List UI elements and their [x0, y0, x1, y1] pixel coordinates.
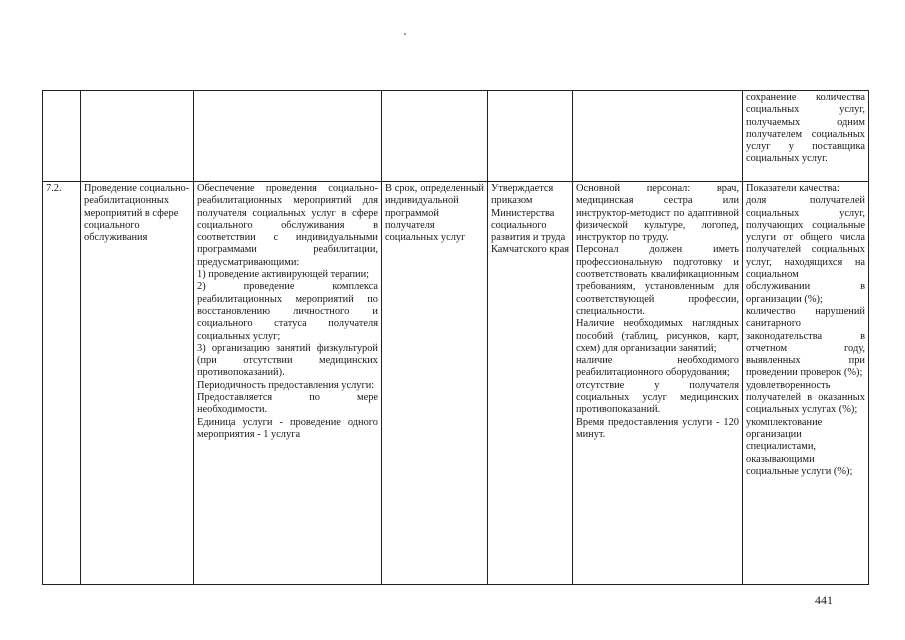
indicators-paragraph: удовлетворенность получателей в оказанных социальных услугах (%); — [746, 379, 865, 416]
description-paragraph: 3) организацию занятий физкультурой (при отсутствии медицинских противопоказаний). — [197, 342, 378, 379]
scan-artifact — [404, 33, 406, 35]
indicators-paragraph: Показатели качества: — [746, 183, 840, 194]
services-table — [42, 90, 869, 585]
conditions-paragraph: наличие необходимого реабилитационного оборудования; — [576, 355, 739, 379]
table-row — [43, 182, 869, 585]
cell-cost: Утверждается приказом Министерства социального развития и труда Камчатского края — [488, 182, 573, 585]
description-paragraph: Предоставляется по мере необходимости. — [197, 392, 378, 416]
conditions-paragraph: Время предоставления услуги - 120 минут. — [576, 416, 739, 440]
indicators-paragraph: доля получателей социальных услуг, получающих социальные услуги от общего числа получателей социальных услуг, находящихся на социальном обслуживании в организации (%); — [746, 195, 865, 305]
table-row — [43, 91, 869, 182]
conditions-paragraph: Наличие необходимых наглядных пособий (таблиц, рисунков, карт, схем) для организации занятий; — [576, 318, 739, 354]
cell-number: 7.2. — [43, 182, 81, 585]
cell-empty — [43, 91, 81, 182]
description-paragraph: 2) проведение комплекса реабилитационных мероприятий по восстановлению личностного и социального статуса получателя социальных услуг; — [197, 281, 378, 342]
cell-empty — [488, 91, 573, 182]
description-paragraph: Периодичность предоставления услуги: — [197, 379, 375, 391]
cell-indicators-continued: сохранение количества социальных услуг, получаемых одним получателем социальных услуг у поставщика социальных услуг. — [743, 91, 869, 182]
cell-service-name: Проведение социально-реабилитационных мероприятий в сфере социального обслуживания — [81, 182, 194, 585]
indicators-paragraph: количество нарушений санитарного законодательства в отчетном году, выявленных при проведении проверок (%); — [746, 305, 865, 379]
cell-term: В срок, определенный индивидуальной программой получателя социальных услуг — [382, 182, 488, 585]
conditions-paragraph: Основной персонал: врач, медицинская сестра или инструктор-методист по адаптивной физической культуре, логопед, инструктор по труду. — [576, 183, 739, 244]
conditions-paragraph: Персонал должен иметь профессиональную подготовку и соответствовать квалификационным требованиям, установленным для соответствующей профессии, специальности. — [576, 244, 739, 317]
cell-description — [194, 182, 382, 585]
cell-empty — [573, 91, 743, 182]
description-paragraph: Единица услуги - проведение одного мероприятия - 1 услуга — [197, 416, 378, 440]
conditions-paragraph: отсутствие у получателя социальных услуг медицинских противопоказаний. — [576, 379, 739, 416]
description-paragraph: 1) проведение активирующей терапии; — [197, 269, 370, 281]
description-paragraph: Обеспечение проведения социально-реабилитационных мероприятий для получателя социальных услуг в сфере социального обслуживания в соответствии с индивидуальными программами реабилитации, предусматривающими: — [197, 183, 378, 268]
indicators-paragraph: укомплектование организации специалистами, оказывающими социальные услуги (%); — [746, 416, 853, 477]
cell-empty — [81, 91, 194, 182]
cell-empty — [194, 91, 382, 182]
page-number: 441 — [815, 593, 833, 607]
cell-empty — [382, 91, 488, 182]
cell-indicators — [743, 182, 869, 585]
cell-conditions — [573, 182, 743, 585]
